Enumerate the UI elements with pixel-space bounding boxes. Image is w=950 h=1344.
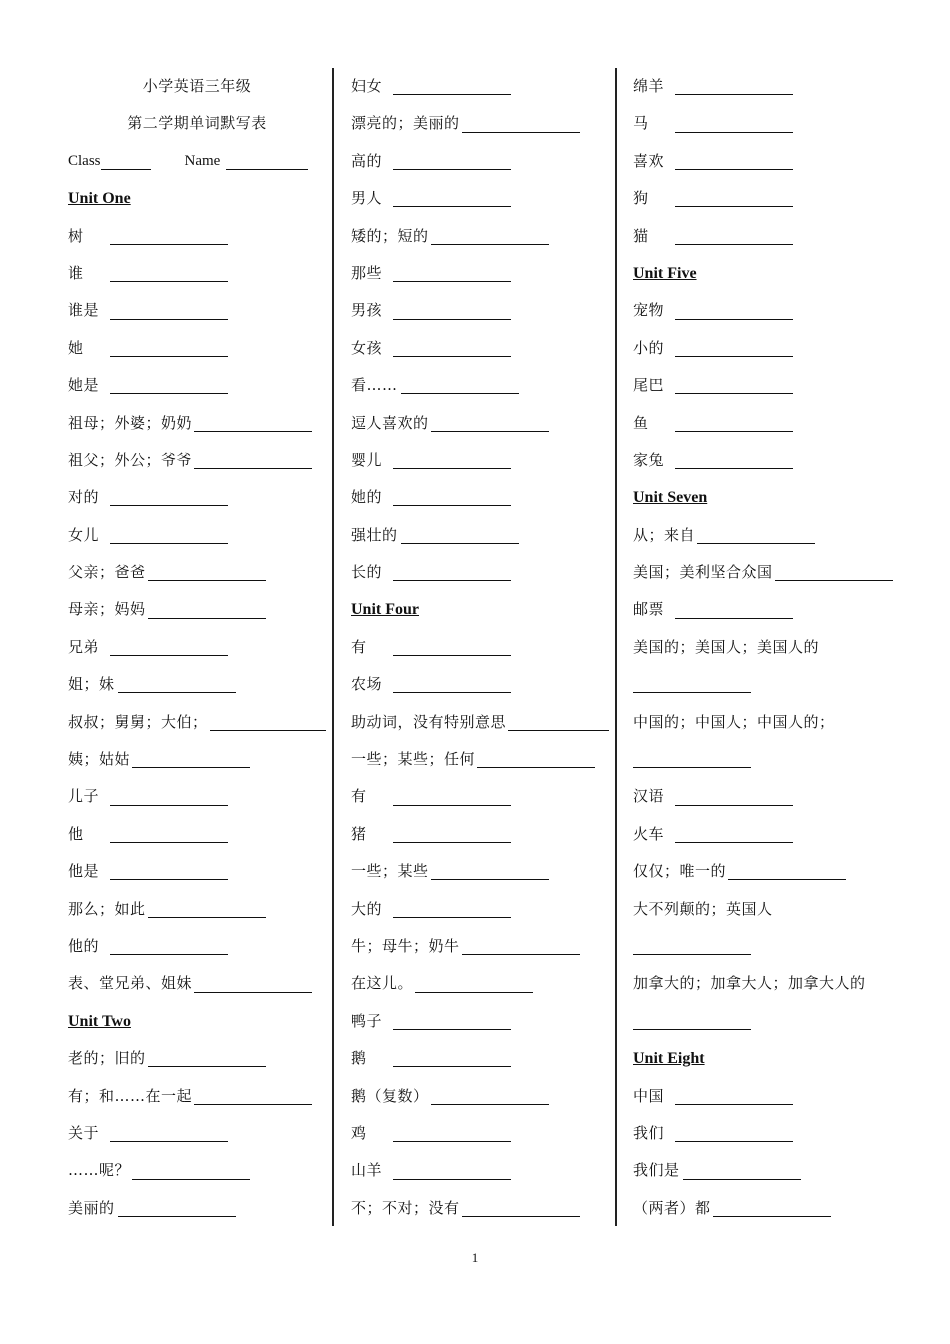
answer-blank[interactable] xyxy=(393,566,511,581)
word-row xyxy=(351,330,609,367)
word-prompt: 树 xyxy=(68,226,84,245)
answer-blank[interactable] xyxy=(393,791,511,806)
unit-heading xyxy=(68,180,326,217)
name-label: Name xyxy=(184,152,221,169)
word-prompt: 美国的；美国人；美国人的 xyxy=(633,637,820,656)
answer-blank[interactable] xyxy=(713,1202,831,1217)
answer-blank[interactable] xyxy=(393,903,511,918)
word-prompt: 关于 xyxy=(68,1123,100,1142)
word-row xyxy=(68,816,326,853)
word-prompt: 小的 xyxy=(633,338,665,357)
word-row xyxy=(633,292,895,329)
word-row xyxy=(633,180,895,217)
word-prompt: 宠物 xyxy=(633,301,665,320)
unit-heading-text: Unit Eight xyxy=(633,1050,705,1068)
answer-blank[interactable] xyxy=(675,454,793,469)
word-row xyxy=(351,218,609,255)
unit-heading xyxy=(351,591,609,628)
word-prompt: 谁是 xyxy=(68,301,100,320)
answer-blank[interactable] xyxy=(675,379,793,394)
word-row xyxy=(633,853,895,890)
word-prompt: 美丽的 xyxy=(68,1198,115,1217)
word-prompt: 高的 xyxy=(351,151,383,170)
word-prompt: 农场 xyxy=(351,675,383,694)
answer-blank[interactable] xyxy=(110,379,228,394)
answer-blank[interactable] xyxy=(110,1127,228,1142)
answer-blank[interactable] xyxy=(683,1165,801,1180)
answer-blank[interactable] xyxy=(110,491,228,506)
word-prompt: 母亲；妈妈 xyxy=(68,600,146,619)
answer-blank[interactable] xyxy=(401,379,519,394)
word-prompt: 有 xyxy=(351,637,367,656)
answer-blank[interactable] xyxy=(462,118,580,133)
column-2 xyxy=(351,68,609,1227)
answer-blank[interactable] xyxy=(110,267,228,282)
word-prompt: 我们是 xyxy=(633,1161,680,1180)
answer-blank[interactable] xyxy=(675,230,793,245)
page-number: 1 xyxy=(471,1250,479,1265)
word-prompt: 谁 xyxy=(68,263,84,282)
word-prompt: ……呢？ xyxy=(68,1161,131,1180)
word-prompt: 妇女 xyxy=(351,77,383,95)
worksheet-subtitle: 第二学期单词默写表 xyxy=(127,114,267,133)
unit-heading xyxy=(633,1040,895,1077)
word-row xyxy=(351,367,609,404)
word-prompt: 表、堂兄弟、姐妹 xyxy=(68,974,193,993)
word-row xyxy=(68,1040,326,1077)
word-row xyxy=(351,143,609,180)
word-prompt: 鹅（复数） xyxy=(351,1086,429,1105)
answer-blank[interactable] xyxy=(132,1165,250,1180)
word-prompt: 大不列颠的；英国人 xyxy=(633,899,773,918)
word-row xyxy=(68,591,326,628)
word-prompt: 喜欢 xyxy=(633,151,665,170)
answer-blank[interactable] xyxy=(148,566,266,581)
word-prompt: （两者）都 xyxy=(633,1198,711,1217)
answer-blank[interactable] xyxy=(675,118,793,133)
answer-blank[interactable] xyxy=(431,230,549,245)
word-prompt: 她的 xyxy=(351,488,383,507)
word-row xyxy=(68,1078,326,1115)
answer-blank[interactable] xyxy=(393,155,511,170)
word-row xyxy=(633,143,895,180)
answer-blank[interactable] xyxy=(697,529,815,544)
word-row xyxy=(351,479,609,516)
word-prompt: 叔叔；舅舅；大伯； xyxy=(68,712,208,731)
word-prompt: 一些；某些 xyxy=(351,862,429,881)
word-prompt: 家兔 xyxy=(633,450,665,469)
answer-blank[interactable] xyxy=(148,1052,266,1067)
word-row xyxy=(351,1115,609,1152)
class-field[interactable] xyxy=(101,155,151,170)
answer-blank[interactable] xyxy=(675,155,793,170)
word-prompt: 中国 xyxy=(633,1086,665,1105)
answer-blank[interactable] xyxy=(132,753,250,768)
word-row xyxy=(351,517,609,554)
word-prompt: 男孩 xyxy=(351,301,383,320)
unit-heading-text: Unit Two xyxy=(68,1012,131,1030)
word-row xyxy=(351,891,609,928)
unit-heading-text: Unit Seven xyxy=(633,489,708,507)
word-prompt: 强壮的 xyxy=(351,525,398,544)
word-row xyxy=(351,1078,609,1115)
word-row xyxy=(68,255,326,292)
answer-blank[interactable] xyxy=(633,1015,751,1030)
word-row xyxy=(351,965,609,1002)
word-prompt: 从；来自 xyxy=(633,525,696,544)
word-prompt: 女儿 xyxy=(68,525,100,544)
word-prompt: 尾巴 xyxy=(633,376,665,395)
word-row xyxy=(633,1190,895,1227)
answer-blank[interactable] xyxy=(415,978,533,993)
answer-blank[interactable] xyxy=(393,1165,511,1180)
answer-blank[interactable] xyxy=(477,753,595,768)
word-prompt: 马 xyxy=(633,114,649,133)
word-prompt: 绵羊 xyxy=(633,77,665,95)
word-prompt: 中国的；中国人；中国人的； xyxy=(633,712,835,731)
word-row xyxy=(351,68,609,105)
word-row xyxy=(68,891,326,928)
word-row xyxy=(68,778,326,815)
word-row xyxy=(633,367,895,404)
unit-heading-text: Unit One xyxy=(68,190,131,208)
word-row xyxy=(68,405,326,442)
answer-blank[interactable] xyxy=(675,1127,793,1142)
word-row xyxy=(633,330,895,367)
word-prompt: 他是 xyxy=(68,862,100,881)
answer-blank[interactable] xyxy=(148,903,266,918)
word-row xyxy=(633,1078,895,1115)
answer-blank[interactable] xyxy=(393,641,511,656)
answer-blank[interactable] xyxy=(675,1090,793,1105)
word-prompt: 女孩 xyxy=(351,338,383,357)
word-row xyxy=(68,1190,326,1227)
word-prompt-row xyxy=(633,891,895,928)
word-row xyxy=(68,330,326,367)
answer-blank[interactable] xyxy=(431,417,549,432)
word-row xyxy=(633,816,895,853)
word-prompt: 鹅 xyxy=(351,1049,367,1068)
word-row xyxy=(633,554,895,591)
word-row xyxy=(68,704,326,741)
word-row xyxy=(68,666,326,703)
answer-blank[interactable] xyxy=(110,305,228,320)
word-row xyxy=(633,1115,895,1152)
answer-blank[interactable] xyxy=(194,417,312,432)
word-row xyxy=(68,1115,326,1152)
word-row xyxy=(68,479,326,516)
word-prompt: 兄弟 xyxy=(68,637,100,656)
answer-blank[interactable] xyxy=(675,828,793,843)
word-prompt: 儿子 xyxy=(68,787,100,806)
answer-blank[interactable] xyxy=(118,1202,236,1217)
word-row xyxy=(68,554,326,591)
column-1 xyxy=(68,68,326,1227)
word-list-column-2 xyxy=(351,68,609,1227)
word-row xyxy=(351,928,609,965)
answer-blank[interactable] xyxy=(675,604,793,619)
word-prompt: 那些 xyxy=(351,263,383,282)
word-row xyxy=(351,1003,609,1040)
word-prompt: 长的 xyxy=(351,563,383,582)
word-prompt: 仅仅；唯一的 xyxy=(633,862,727,881)
unit-heading xyxy=(633,255,895,292)
word-prompt: 鱼 xyxy=(633,413,649,432)
word-prompt: 祖母；外婆；奶奶 xyxy=(68,413,193,432)
answer-blank[interactable] xyxy=(393,342,511,357)
unit-heading xyxy=(68,1003,326,1040)
word-row xyxy=(633,517,895,554)
word-row xyxy=(351,778,609,815)
word-prompt: 助动词，没有特别意思 xyxy=(351,712,507,731)
word-prompt: 他的 xyxy=(68,936,100,955)
column-divider-left xyxy=(332,68,334,1226)
answer-blank[interactable] xyxy=(431,1090,549,1105)
answer-blank[interactable] xyxy=(675,791,793,806)
word-row xyxy=(633,778,895,815)
word-row xyxy=(68,928,326,965)
word-prompt: 美国；美利坚合众国 xyxy=(633,563,773,582)
answer-blank[interactable] xyxy=(675,305,793,320)
class-label: Class xyxy=(68,152,101,169)
answer-blank[interactable] xyxy=(393,267,511,282)
word-row xyxy=(633,405,895,442)
unit-heading xyxy=(633,479,895,516)
answer-blank[interactable] xyxy=(194,454,312,469)
word-row xyxy=(351,442,609,479)
worksheet-title: 小学英语三年级 xyxy=(142,77,252,95)
answer-blank[interactable] xyxy=(148,604,266,619)
word-row xyxy=(351,405,609,442)
answer-blank[interactable] xyxy=(194,1090,312,1105)
answer-blank[interactable] xyxy=(118,678,236,693)
word-row xyxy=(351,180,609,217)
answer-blank[interactable] xyxy=(431,865,549,880)
answer-blank[interactable] xyxy=(401,529,519,544)
word-row xyxy=(68,965,326,1002)
answer-blank[interactable] xyxy=(194,978,312,993)
answer-blank[interactable] xyxy=(462,1202,580,1217)
word-prompt: 逗人喜欢的 xyxy=(351,413,429,432)
word-row xyxy=(68,629,326,666)
answer-blank[interactable] xyxy=(393,1127,511,1142)
answer-blank[interactable] xyxy=(110,230,228,245)
answer-blank[interactable] xyxy=(675,342,793,357)
word-row xyxy=(633,1152,895,1189)
answer-blank[interactable] xyxy=(675,417,793,432)
answer-blank[interactable] xyxy=(393,305,511,320)
answer-blank[interactable] xyxy=(393,80,511,95)
word-row xyxy=(351,816,609,853)
answer-blank[interactable] xyxy=(110,342,228,357)
word-prompt: 猪 xyxy=(351,824,367,843)
word-row xyxy=(68,741,326,778)
word-list-column-1 xyxy=(68,180,326,1227)
word-prompt: 漂亮的；美丽的 xyxy=(351,114,460,133)
word-prompt: 山羊 xyxy=(351,1161,383,1180)
word-row xyxy=(633,68,895,105)
answer-blank[interactable] xyxy=(110,865,228,880)
word-prompt: 对的 xyxy=(68,488,100,507)
word-prompt: 邮票 xyxy=(633,600,665,619)
word-row xyxy=(351,666,609,703)
answer-line-row xyxy=(633,928,895,965)
word-prompt: 姐；妹 xyxy=(68,675,115,694)
answer-blank[interactable] xyxy=(210,716,326,731)
word-row xyxy=(633,105,895,142)
answer-blank[interactable] xyxy=(775,566,893,581)
word-prompt: 父亲；爸爸 xyxy=(68,563,146,582)
unit-heading-text: Unit Four xyxy=(351,601,419,619)
word-row xyxy=(351,1190,609,1227)
word-prompt: 鸭子 xyxy=(351,1011,383,1030)
word-prompt: 看…… xyxy=(351,376,398,395)
word-prompt: 祖父；外公；爷爷 xyxy=(68,450,193,469)
name-field[interactable] xyxy=(226,155,308,170)
answer-line-row xyxy=(633,666,895,703)
answer-blank[interactable] xyxy=(393,1052,511,1067)
answer-blank[interactable] xyxy=(633,940,751,955)
word-prompt: 火车 xyxy=(633,824,665,843)
word-row xyxy=(351,554,609,591)
answer-line-row xyxy=(633,741,895,778)
word-prompt: 老的；旧的 xyxy=(68,1049,146,1068)
word-prompt: 那么；如此 xyxy=(68,899,146,918)
word-prompt: 她 xyxy=(68,338,84,357)
word-list-column-3 xyxy=(633,68,895,1227)
answer-blank[interactable] xyxy=(110,529,228,544)
word-row xyxy=(68,367,326,404)
word-row xyxy=(68,292,326,329)
word-prompt: 我们 xyxy=(633,1123,665,1142)
word-row xyxy=(351,255,609,292)
answer-blank[interactable] xyxy=(393,828,511,843)
column-divider-right xyxy=(615,68,617,1226)
word-prompt: 牛；母牛；奶牛 xyxy=(351,936,460,955)
answer-blank[interactable] xyxy=(633,678,751,693)
word-prompt: 不；不对；没有 xyxy=(351,1198,460,1217)
word-prompt: 汉语 xyxy=(633,787,665,806)
word-prompt: 猫 xyxy=(633,226,649,245)
unit-heading-text: Unit Five xyxy=(633,264,697,282)
answer-blank[interactable] xyxy=(393,454,511,469)
answer-blank[interactable] xyxy=(675,80,793,95)
answer-blank[interactable] xyxy=(393,1015,511,1030)
word-row xyxy=(633,442,895,479)
word-prompt: 大的 xyxy=(351,899,383,918)
word-prompt: 加拿大的；加拿大人；加拿大人的 xyxy=(633,974,866,993)
answer-blank[interactable] xyxy=(508,716,609,731)
answer-blank[interactable] xyxy=(393,491,511,506)
word-prompt: 鸡 xyxy=(351,1123,367,1142)
word-prompt: 男人 xyxy=(351,189,383,208)
answer-blank[interactable] xyxy=(110,641,228,656)
word-prompt: 狗 xyxy=(633,189,649,208)
word-prompt: 有 xyxy=(351,787,367,806)
column-3 xyxy=(633,68,895,1227)
word-prompt: 婴儿 xyxy=(351,450,383,469)
word-prompt: 她是 xyxy=(68,376,100,395)
word-row xyxy=(351,704,609,741)
answer-blank[interactable] xyxy=(110,828,228,843)
answer-line-row xyxy=(633,1003,895,1040)
answer-blank[interactable] xyxy=(393,678,511,693)
answer-blank[interactable] xyxy=(675,192,793,207)
class-name-row xyxy=(68,143,326,180)
answer-blank[interactable] xyxy=(110,940,228,955)
word-prompt: 一些；某些；任何 xyxy=(351,750,476,769)
word-prompt: 姨；姑姑 xyxy=(68,750,131,769)
answer-blank[interactable] xyxy=(393,192,511,207)
word-row xyxy=(351,105,609,142)
word-row xyxy=(633,218,895,255)
answer-blank[interactable] xyxy=(728,865,846,880)
answer-blank[interactable] xyxy=(633,753,751,768)
word-prompt: 在这儿。 xyxy=(351,974,414,993)
word-row xyxy=(351,741,609,778)
answer-blank[interactable] xyxy=(462,940,580,955)
word-row xyxy=(351,292,609,329)
word-prompt: 矮的；短的 xyxy=(351,226,429,245)
word-row xyxy=(68,1152,326,1189)
word-row xyxy=(351,629,609,666)
word-row xyxy=(68,442,326,479)
answer-blank[interactable] xyxy=(110,791,228,806)
word-row xyxy=(68,517,326,554)
word-prompt: 他 xyxy=(68,824,84,843)
word-row xyxy=(68,853,326,890)
word-row xyxy=(351,1040,609,1077)
word-prompt-row xyxy=(633,629,895,666)
word-row xyxy=(633,591,895,628)
word-prompt-row xyxy=(633,704,895,741)
word-prompt-row xyxy=(633,965,895,1002)
word-prompt: 有；和……在一起 xyxy=(68,1086,193,1105)
word-row xyxy=(351,853,609,890)
word-row xyxy=(68,218,326,255)
word-row xyxy=(351,1152,609,1189)
